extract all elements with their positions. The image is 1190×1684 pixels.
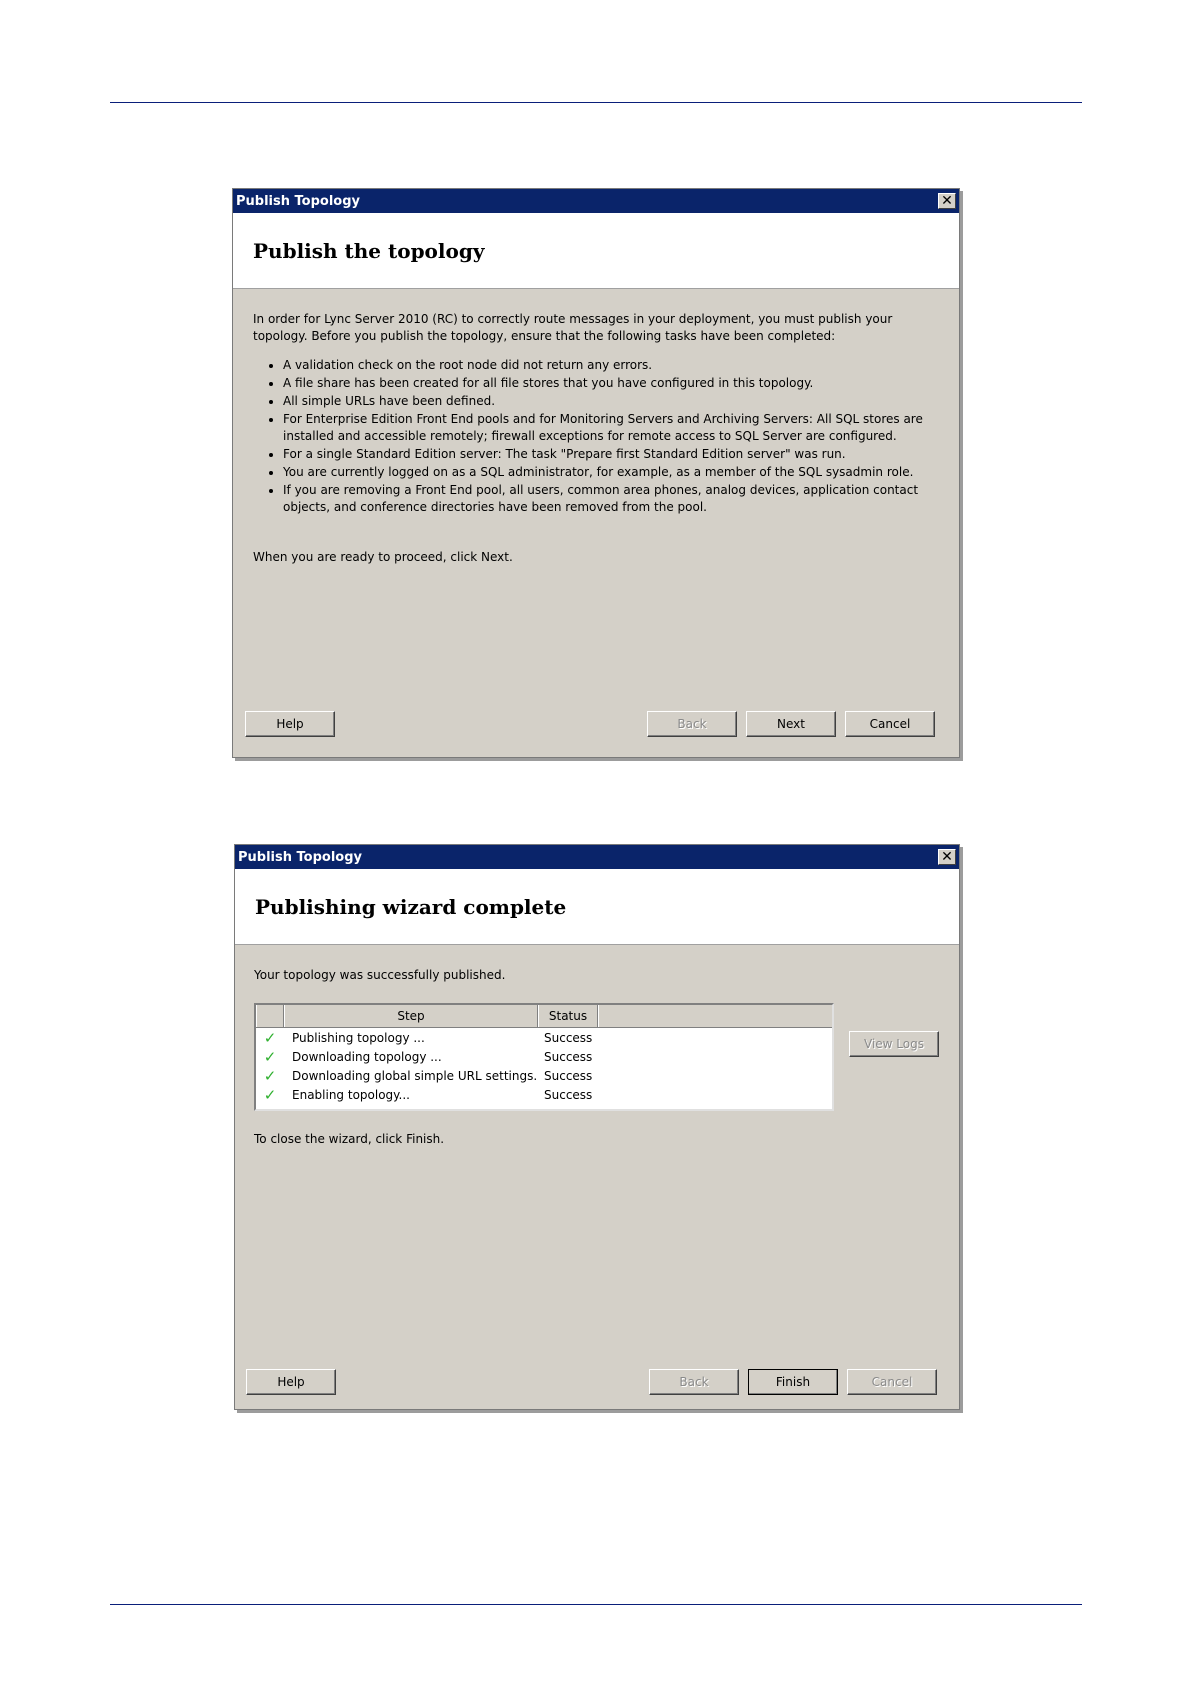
success-message: Your topology was successfully published. [254,968,506,982]
list-item: • If you are removing a Front End pool, all users, common area phones, analog devices, application contact objects, and conference directories have been removed from the pool. [283,482,963,516]
checkmark-icon: ✓ [263,1028,277,1047]
checkmark-icon: ✓ [263,1047,277,1066]
publish-topology-dialog [232,188,960,758]
title-bar [235,845,959,869]
page-title: Publish the topology [253,239,485,263]
status-cell: Success [544,1030,593,1045]
checkmark-icon: ✓ [263,1066,277,1085]
status-cell: Success [544,1049,593,1064]
table-header [256,1005,832,1028]
intro-text: In order for Lync Server 2010 (RC) to correctly route messages in your deployment, you must publish your topology. Before you publish the topology, ensure that the following tasks have been completed: [253,312,893,343]
step-cell: Downloading global simple URL settings. [292,1068,538,1083]
window-title: Publish Topology [236,193,360,209]
table-row[interactable] [256,1047,832,1066]
step-cell: Downloading topology ... [292,1049,442,1064]
list-item: • For a single Standard Edition server: The task "Prepare first Standard Edition server" was run. [283,446,963,463]
table-row[interactable] [256,1085,832,1104]
header-band [235,869,959,945]
list-item: • All simple URLs have been defined. [283,393,963,410]
close-icon[interactable]: ✕ [938,849,956,865]
list-item: • You are currently logged on as a SQL administrator, for example, as a member of the SQL sysadmin role. [283,464,963,481]
title-bar [233,189,959,213]
page-title: Publishing wizard complete [255,895,567,919]
page-footer-rule [110,1604,1082,1605]
list-item: • A validation check on the root node did not return any errors. [283,357,963,374]
page-header-rule [110,102,1082,103]
checkmark-icon: ✓ [263,1085,277,1104]
close-instruction-text: To close the wizard, click Finish. [254,1132,445,1146]
back-button[interactable]: Back [649,1369,739,1395]
close-icon[interactable]: ✕ [938,193,956,209]
cancel-button[interactable]: Cancel [845,711,935,737]
table-row[interactable] [256,1066,832,1085]
help-button[interactable]: Help [245,711,335,737]
proceed-text: When you are ready to proceed, click Next. [253,550,513,564]
step-cell: Enabling topology... [292,1087,410,1102]
prerequisite-list [253,357,963,517]
column-header-step[interactable]: Step [284,1005,538,1027]
results-table [254,1003,834,1111]
column-header-status[interactable]: Status [538,1005,598,1027]
window-title: Publish Topology [238,849,362,865]
help-button[interactable]: Help [246,1369,336,1395]
table-row[interactable] [256,1028,832,1047]
publishing-complete-dialog [234,844,960,1410]
back-button[interactable]: Back [647,711,737,737]
list-item: • A file share has been created for all file stores that you have configured in this topology. [283,375,963,392]
column-header-icon[interactable] [256,1005,284,1027]
column-header-extra[interactable] [598,1005,832,1027]
step-cell: Publishing topology ... [292,1030,425,1045]
next-button[interactable]: Next [746,711,836,737]
list-item: • For Enterprise Edition Front End pools and for Monitoring Servers and Archiving Servers: All SQL stores are installed and accessible remotely; firewall exceptions for remote access to SQL Server are configured. [283,411,963,445]
header-band [233,213,959,289]
status-cell: Success [544,1087,593,1102]
finish-button[interactable]: Finish [748,1369,838,1395]
cancel-button[interactable]: Cancel [847,1369,937,1395]
status-cell: Success [544,1068,593,1083]
view-logs-button[interactable]: View Logs [849,1031,939,1057]
